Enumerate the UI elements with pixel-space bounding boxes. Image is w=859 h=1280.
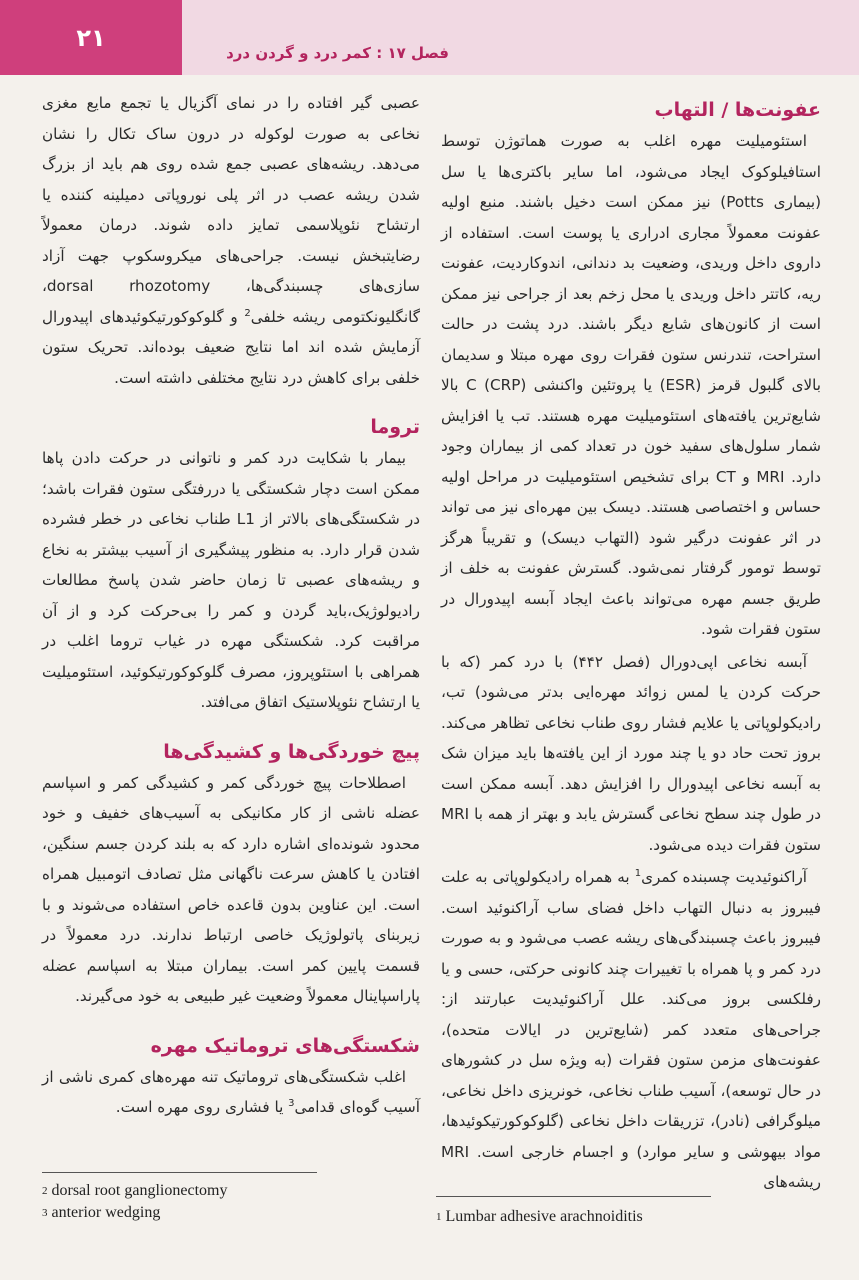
paragraph <box>441 862 821 1198</box>
footnote-text: dorsal root ganglionectomy <box>51 1182 228 1199</box>
footnote <box>436 1206 816 1228</box>
page-number-tab <box>0 0 182 75</box>
paragraph: استئومیلیت مهره اغلب به صورت هماتوژن توسط استافیلوکوک ایجاد می‌شود، اما سایر باکتری‌ها یا سل (بیماری Potts) نیز ممکن است دخیل باشند. منبع اولیه عفونت معمولاً مجاری ادراری یا پوست است. استفاده از داروی داخل وریدی، وضعیت بد دندانی، اندوکاردیت، عفونت ریه، کاتتر داخل وریدی یا محل زخم بعد از جراحی نیز ممکن است از کانون‌های شایع دیگر باشند. درد پشت در حالت استراحت، تندرنس ستون فقرات روی مهره مبتلا و سدیمان بالای گلبول قرمز (ESR) یا پروتئین واکنشی C (CRP) بالا شایع‌ترین یافته‌های استئومیلیت مهره هستند. تب یا افزایش شمار سلول‌های سفید خون در تعداد کمی از بیماران وجود دارد. MRI و CT برای تشخیص استئومیلیت در مراحل اولیه حساس و اختصاصی هستند. دیسک بین مهره‌ای نیز می تواند در اثر عفونت درگیر شود (التهاب دیسک) و تقریباً هرگز توسط تومور گرفتار نمی‌شود. گسترش عفونت به خلف از طریق جسم مهره می‌تواند باعث ایجاد آبسه اپیدورال در ستون فقرات شود. <box>441 132 821 638</box>
footnote-divider <box>42 1172 317 1173</box>
footnote-mark: 2 <box>42 1185 48 1197</box>
paragraph: آبسه نخاعی اپی‌دورال (فصل ۴۴۲) با درد کمر (که با حرکت کردن یا لمس زوائد مهره‌ایی بدتر می‌شود) تب، رادیکولوپاتی یا علایم فشار روی طناب نخاعی تظاهر می‌کند. بروز تحت حاد دو یا چند مورد از این یافته‌ها باید میزان شک به آبسه نخاعی اپیدورال را افزایش دهد. آبسه ممکن است در طول چند سطح نخاعی گسترش یابد و بهتر از همه با MRI ستون فقرات دیده می‌شود. <box>441 652 821 854</box>
footnote-text: anterior wedging <box>51 1204 161 1221</box>
footnotes-right <box>436 1206 816 1228</box>
footnote <box>42 1180 412 1202</box>
footnote-ref: 3 <box>288 1097 295 1109</box>
footnotes-left <box>42 1180 412 1224</box>
paragraph <box>42 88 420 393</box>
page-header <box>0 0 859 75</box>
page-number: ۲۱ <box>76 23 106 52</box>
footnote-text: Lumbar adhesive arachnoiditis <box>445 1208 643 1225</box>
text-run: به همراه رادیکولوپاتی به علت فیبروز به دنبال التهاب داخل فضای ساب آراکنوئید است. فیبروز باعث چسبندگی‌های ریشه عصب می‌شود و به صورت درد کمر و پا همراه با تغییرات چند کانونی حرکتی، حسی و یا رفلکسی بروز می‌کند. علل آراکنوئیدیت عبارتند از: جراحی‌های متعدد کمر (شایع‌ترین در ایالات متحده)، عفونت‌های مزمن ستون فقرات (به ویژه سل در کشورهای در حال توسعه)، آسیب طناب نخاعی، خونریزی داخل نخاعی، میلوگرافی (نادر)، تزریقات داخل نخاعی (گلوکوکورتیکوئیدها، مواد بیهوشی و سایر موارد) و اجسام خارجی است. MRI ریشه‌های <box>441 868 821 1191</box>
section-heading-infections: عفونت‌ها / التهاب <box>654 99 821 121</box>
footnote-ref: 1 <box>634 867 642 879</box>
paragraph: بیمار با شکایت درد کمر و ناتوانی در حرکت دادن پاها ممکن است دچار شکستگی یا دررفتگی ستون فقرات باشد؛ در شکستگی‌های بالاتر از L1 طناب نخاعی در خطر فشرده شدن قرار دارد. به منظور پیشگیری از آسیب بیشتر به نخاع و ریشه‌های عصبی تا زمان حاضر شدن پاسخ مطالعات رادیولوژیک،باید گردن و کمر را بی‌حرکت کرد و از آن مراقبت کرد. شکستگی مهره در غیاب تروما اغلب در همراهی با استئوپروز، مصرف گلوکوکورتیکوئید، استئومیلیت یا ارتشاح نئوپلاستیک اتفاق می‌افتد. <box>42 449 420 711</box>
running-head: فصل ۱۷ : کمر درد و گردن درد <box>226 44 449 62</box>
paragraph <box>42 1062 420 1123</box>
section-heading-sprains: پیچ خوردگی‌ها و کشیدگی‌ها <box>163 740 420 763</box>
right-column <box>441 94 821 1198</box>
section-heading-trauma: تروما <box>370 416 420 438</box>
footnote-mark: 3 <box>42 1207 48 1219</box>
text-run: آراکنوئیدیت چسبنده کمری <box>641 868 807 886</box>
text-run: اغلب شکستگی‌های تروماتیک تنه مهره‌های کمری ناشی از آسیب گوه‌ای قدامی <box>42 1067 420 1116</box>
footnote <box>42 1202 412 1224</box>
section-heading-fractures: شکستگی‌های تروماتیک مهره <box>150 1034 420 1057</box>
text-run: و گلوکوکورتیکوئیدهای اپیدورال آزمایش شده اند اما نتایج ضعیف بوده‌اند. تحریک ستون خلفی برای کاهش درد نتایج مختلفی داشته است. <box>42 307 420 387</box>
text-run: عصبی گیر افتاده را در نمای آگزیال یا تجمع مایع مغزی نخاعی به صورت لوکوله در درون ساک تکال را نشان می‌دهد. ریشه‌های عصبی جمع شده روی هم باید از بزرگ شدن ریشه عصب در اثر پلی نوروپاتی دمیلینه کننده یا ارتشاح نئوپلاسمی تمایز داده شوند. درمان معمولاً رضایتبخش نیست. جراحی‌های میکروسکوپ جهت آزاد سازی‌های چسبندگی‌ها، dorsal rhozotomy، گانگلیونکتومی ریشه خلفی <box>42 94 420 326</box>
footnote-ref: 2 <box>244 307 251 319</box>
left-column <box>42 88 420 1123</box>
footnote-divider <box>436 1196 711 1197</box>
paragraph: اصطلاحات پیچ خوردگی کمر و کشیدگی کمر و اسپاسم عضله ناشی از کار مکانیکی به آسیب‌های خفیف و خود محدود شونده‌ای اشاره دارد که به بلند کردن جسم سنگین، افتادن یا کاهش سرعت ناگهانی مثل تصادف اتومبیل همراه است. این عناوین بدون قاعده خاص استفاده می‌شوند و با زیربنای پاتولوژیک خاصی ارتباط ندارند. درد معمولاً در قسمت پایین کمر است. بیماران مبتلا به اسپاسم عضله پاراسپاینال معمولاً وضعیت غیر طبیعی به خود می‌گیرند. <box>42 773 420 1005</box>
text-run: یا فشاری روی مهره است. <box>115 1098 289 1116</box>
footnote-mark: 1 <box>436 1211 442 1223</box>
